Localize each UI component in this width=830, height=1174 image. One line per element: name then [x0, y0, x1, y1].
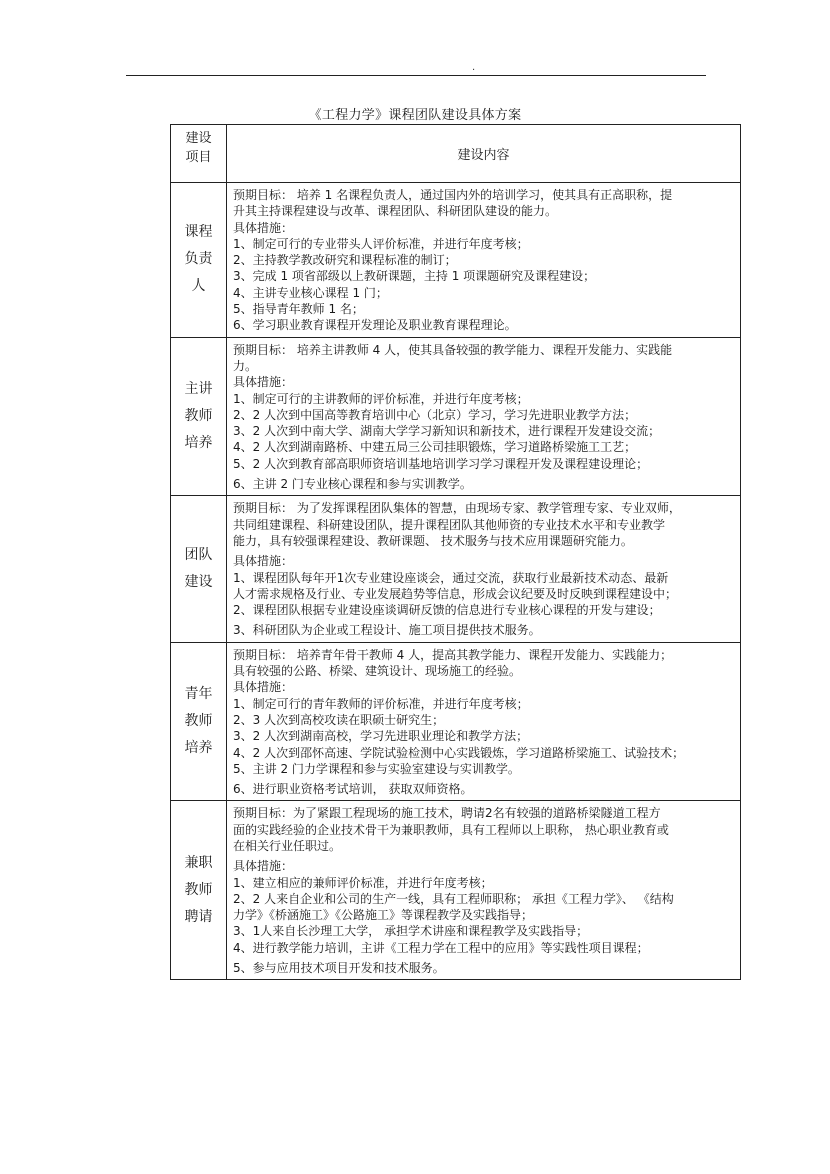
plan-table — [170, 124, 741, 980]
table-row — [171, 642, 741, 801]
row-content — [227, 642, 741, 801]
row-category — [171, 642, 227, 801]
content-line: 2、2 人次到中国高等教育培训中心（北京）学习，学习先进职业教学方法； — [233, 407, 637, 422]
header-item-cell — [171, 125, 227, 183]
content-line: 具有较强的公路、桥梁、建筑设计、现场施工的经验。 — [233, 664, 522, 679]
content-line: 4、进行教学能力培训，主讲《工程力学在工程中的应用》等实践性项目课程； — [233, 940, 649, 955]
header-item-line: 建设 — [185, 131, 212, 146]
content-line: 5、主讲 2 门力学课程和参与实验室建设与实训教学。 — [233, 761, 520, 776]
row-content — [227, 801, 741, 980]
row-category — [171, 496, 227, 642]
content-line: 具体措施： — [233, 859, 294, 874]
category-line: 教师 — [184, 881, 213, 898]
content-line: 具体措施： — [233, 375, 294, 390]
content-line: 升其主持课程建设与改革、课程团队、科研团队建设的能力。 — [233, 204, 558, 219]
category-line: 聘请 — [184, 908, 213, 925]
content-line: 2、3 人次到高校攻读在职硕士研究生； — [233, 712, 445, 727]
content-line: 3、1人来自长沙理工大学， 承担学术讲座和课程教学及实践指导； — [233, 924, 589, 939]
category-line: 人 — [191, 278, 206, 295]
content-line: 2、课程团队根据专业建设座谈调研反馈的信息进行专业核心课程的开发与建设； — [233, 603, 661, 618]
category-line: 培养 — [184, 740, 213, 757]
category-line: 青年 — [184, 686, 213, 703]
category-line: 课程 — [184, 224, 213, 241]
header-item-line: 项目 — [185, 150, 212, 165]
content-line: 3、科研团队为企业或工程设计、施工项目提供技术服务。 — [233, 623, 541, 638]
content-line: 共同组建课程、科研建设团队，提升课程团队其他师资的专业技术水平和专业教学 — [233, 517, 666, 532]
category-line: 负责 — [184, 251, 213, 268]
row-category — [171, 337, 227, 496]
row-content — [227, 183, 741, 338]
table-row — [171, 183, 741, 338]
content-line: 1、制定可行的主讲教师的评价标准，并进行年度考核； — [233, 391, 529, 406]
content-line: 1、制定可行的青年教师的评价标准，并进行年度考核； — [233, 696, 529, 711]
category-line: 团队 — [184, 547, 213, 564]
content-line: 6、主讲 2 门专业核心课程和参与实训教学。 — [233, 477, 472, 492]
table-row — [171, 801, 741, 980]
content-line: 力学》《桥涵施工》《公路施工》等课程教学及实践指导； — [233, 908, 534, 923]
content-line: 4、2 人次到邵怀高速、学院试验检测中心实践锻炼，学习道路桥梁施工、试验技术； — [233, 745, 685, 760]
content-line: 5、参与应用技术项目开发和技术服务。 — [233, 961, 445, 976]
content-line: 力。 — [233, 358, 258, 373]
content-line: 2、主持教学教改研究和课程标准的制订； — [233, 253, 457, 268]
content-line: 6、学习职业教育课程开发理论及职业教育课程理论。 — [233, 318, 517, 333]
content-line: 4、主讲专业核心课程 1 门； — [233, 285, 388, 300]
category-line: 教师 — [184, 408, 213, 424]
content-line: 5、2 人次到教育部高职师资培训基地培训学习学习课程开发及课程建设理论； — [233, 456, 649, 471]
table-row — [171, 337, 741, 496]
content-line: 5、指导青年教师 1 名； — [233, 302, 364, 317]
table-header-row — [171, 125, 741, 183]
header-content-cell: 建设内容 — [227, 125, 741, 183]
content-line: 具体措施： — [233, 680, 294, 695]
content-line: 3、完成 1 项省部级以上教研课题，主持 1 项课题研究及课程建设； — [233, 269, 596, 284]
content-line: 预期目标： 为了发挥课程团队集体的智慧，由现场专家、教学管理专家、专业双师， — [233, 501, 681, 516]
content-line: 人才需求规格及行业、专业发展趋势等信息，形成会议纪要及时反映到课程建设中； — [233, 586, 678, 601]
category-line: 培养 — [184, 435, 213, 451]
document-title: 《工程力学》课程团队建设具体方案 — [308, 108, 522, 123]
header-rule — [126, 75, 706, 76]
table-row — [171, 496, 741, 642]
category-line: 教师 — [184, 713, 213, 730]
category-line: 兼职 — [184, 854, 213, 871]
content-line: 1、课程团队每年开1次专业建设座谈会，通过交流，获取行业最新技术动态、最新 — [233, 570, 669, 585]
content-line: 2、2 人来自企业和公司的生产一线，具有工程师职称； 承担《工程力学》、 《结构 — [233, 891, 674, 906]
content-line: 面的实践经验的企业技术骨干为兼职教师，具有工程师以上职称， 热心职业教育或 — [233, 822, 669, 837]
row-category — [171, 183, 227, 338]
content-line: 具体措施： — [233, 554, 294, 569]
content-line: 4、2 人次到湖南路桥、中建五局三公司挂职锻炼，学习道路桥梁施工工艺； — [233, 440, 637, 455]
content-line: 3、2 人次到湖南高校，学习先进职业理论和教学方法； — [233, 729, 529, 744]
content-line: 能力，具有较强课程建设、教研课题、 技术服务与技术应用课题研究能力。 — [233, 533, 633, 548]
category-line: 建设 — [184, 574, 213, 591]
content-line: 预期目标： 培养主讲教师 4 人，使其具备较强的教学能力、课程开发能力、实践能 — [233, 342, 673, 357]
row-content — [227, 496, 741, 642]
content-line: 6、进行职业资格考试培训， 获取双师资格。 — [233, 782, 473, 797]
content-line: 预期目标： 培养青年骨干教师 4 人，提高其教学能力、课程开发能力、实践能力； — [233, 647, 673, 662]
content-line: 3、2 人次到中南大学、湖南大学学习新知识和新技术，进行课程开发建设交流； — [233, 424, 661, 439]
category-line: 主讲 — [184, 381, 213, 397]
content-line: 预期目标：为了紧跟工程现场的施工技术，聘请2名有较强的道路桥梁隧道工程方 — [233, 806, 661, 821]
row-content — [227, 337, 741, 496]
content-line: 具体措施： — [233, 220, 294, 235]
content-line: 预期目标： 培养 1 名课程负责人，通过国内外的培训学习，使其具有正高职称，提 — [233, 188, 673, 202]
header-mark: . — [472, 62, 476, 73]
row-category — [171, 801, 227, 980]
content-line: 1、制定可行的专业带头人评价标准，并进行年度考核； — [233, 236, 529, 251]
content-line: 在相关行业任职过。 — [233, 838, 342, 853]
content-line: 1、建立相应的兼师评价标准，并进行年度考核； — [233, 875, 493, 890]
